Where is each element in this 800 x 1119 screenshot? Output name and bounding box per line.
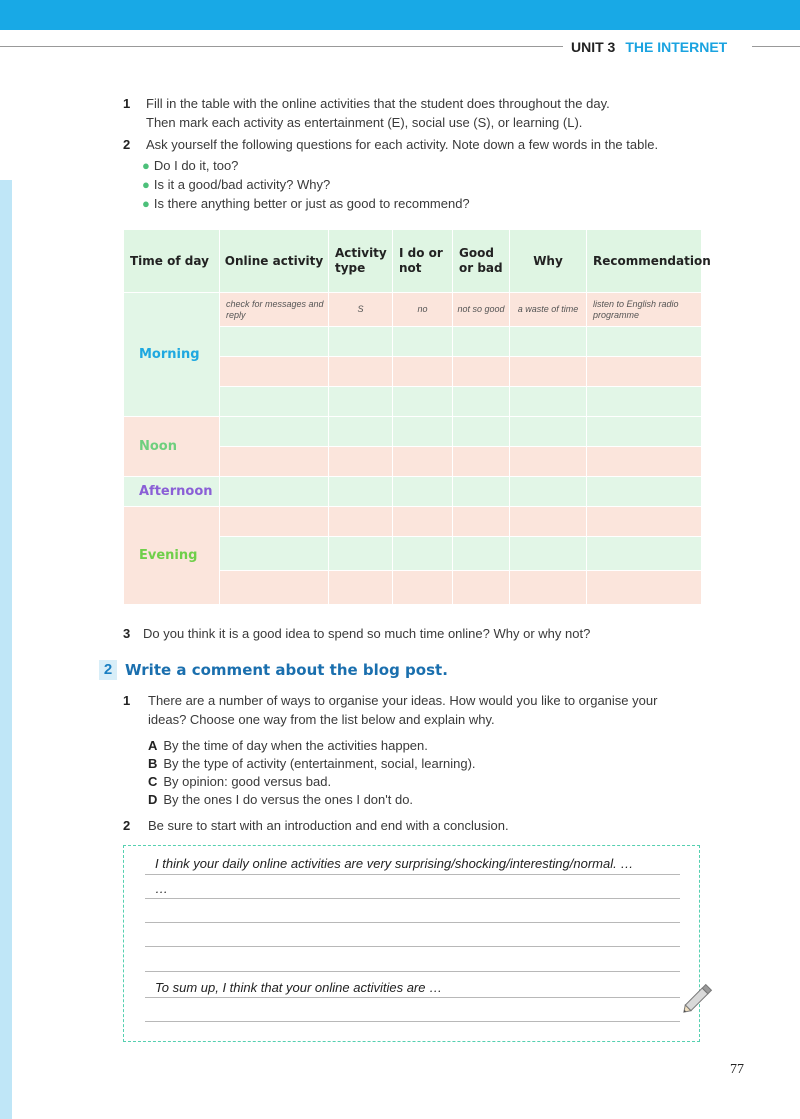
table-cell[interactable] <box>510 417 587 447</box>
table-cell[interactable] <box>220 571 329 605</box>
instruction-text: Ask yourself the following questions for each activity. Note down a few words in the table. <box>146 137 659 152</box>
table-cell[interactable] <box>329 387 393 417</box>
table-cell[interactable] <box>220 357 329 387</box>
writing-line[interactable] <box>145 997 680 998</box>
table-cell[interactable] <box>393 477 453 507</box>
instruction-text: Fill in the table with the online activities that the student does throughout the day. <box>146 96 610 111</box>
table-cell[interactable] <box>329 571 393 605</box>
time-noon: Noon <box>124 417 220 477</box>
table-cell[interactable] <box>329 537 393 571</box>
left-margin-band <box>0 180 12 1119</box>
table-cell[interactable] <box>587 417 702 447</box>
table-cell[interactable] <box>393 447 453 477</box>
table-cell[interactable] <box>587 507 702 537</box>
table-cell[interactable] <box>393 327 453 357</box>
table-cell[interactable] <box>220 417 329 447</box>
time-evening: Evening <box>124 507 220 605</box>
table-cell[interactable] <box>587 447 702 477</box>
question-number: 3 <box>123 626 131 641</box>
option-d: D By the ones I do versus the ones I don't do. <box>148 792 414 807</box>
example-cell: no <box>393 293 453 327</box>
table-cell[interactable] <box>393 357 453 387</box>
column-header: Why <box>510 230 587 293</box>
example-cell: S <box>329 293 393 327</box>
table-cell[interactable] <box>510 477 587 507</box>
table-cell[interactable] <box>220 447 329 477</box>
example-cell: listen to English radio programme <box>587 293 702 327</box>
table-cell[interactable] <box>587 537 702 571</box>
instruction-number: 2 <box>123 137 131 152</box>
table-cell[interactable] <box>453 387 510 417</box>
table-cell[interactable] <box>220 537 329 571</box>
column-header: Good or bad <box>453 230 510 293</box>
column-header: Recommendation <box>587 230 702 293</box>
item-text: There are a number of ways to organise your ideas. How would you like to organise your <box>148 693 658 708</box>
table-cell[interactable] <box>510 571 587 605</box>
writing-line[interactable] <box>145 946 680 947</box>
table-cell[interactable] <box>510 537 587 571</box>
table-cell[interactable] <box>587 357 702 387</box>
unit-label: UNIT 3 <box>571 39 616 55</box>
table-cell[interactable] <box>453 357 510 387</box>
table-cell[interactable] <box>453 477 510 507</box>
table-cell[interactable] <box>587 571 702 605</box>
header-rule-left <box>0 46 563 47</box>
table-cell[interactable] <box>510 447 587 477</box>
table-cell[interactable] <box>220 477 329 507</box>
time-afternoon: Afternoon <box>124 477 220 507</box>
table-cell[interactable] <box>510 387 587 417</box>
example-cell: a waste of time <box>510 293 587 327</box>
section-number: 2 <box>99 660 117 680</box>
table-cell[interactable] <box>587 327 702 357</box>
writing-line[interactable] <box>145 922 680 923</box>
table-cell[interactable] <box>393 387 453 417</box>
pencil-icon <box>678 978 718 1018</box>
item-number: 2 <box>123 818 131 833</box>
table-cell[interactable] <box>587 477 702 507</box>
example-cell: not so good <box>453 293 510 327</box>
instruction-text: Then mark each activity as entertainment (E), social use (S), or learning (L). <box>146 115 583 130</box>
table-cell[interactable] <box>329 417 393 447</box>
table-cell[interactable] <box>329 507 393 537</box>
item-text: ideas? Choose one way from the list below and explain why. <box>148 712 495 727</box>
option-b: B By the type of activity (entertainment, social, learning). <box>148 756 476 771</box>
instruction-number: 1 <box>123 96 131 111</box>
writing-ellipsis: … <box>155 881 168 896</box>
writing-line[interactable] <box>145 898 680 899</box>
activity-table <box>123 229 711 605</box>
table-cell[interactable] <box>329 477 393 507</box>
table-row[interactable] <box>124 507 702 537</box>
table-row <box>124 293 702 327</box>
writing-line[interactable] <box>145 971 680 972</box>
table-cell[interactable] <box>393 537 453 571</box>
bullet-item: ● Do I do it, too? <box>142 158 239 173</box>
column-header: Activity type <box>329 230 393 293</box>
table-cell[interactable] <box>453 507 510 537</box>
column-header: I do or not <box>393 230 453 293</box>
table-cell[interactable] <box>393 571 453 605</box>
table-cell[interactable] <box>453 447 510 477</box>
table-row[interactable] <box>124 417 702 447</box>
table-cell[interactable] <box>220 507 329 537</box>
table-cell[interactable] <box>453 417 510 447</box>
writing-line[interactable] <box>145 1021 680 1022</box>
table-cell[interactable] <box>329 447 393 477</box>
writing-closing: To sum up, I think that your online activities are … <box>155 980 443 995</box>
column-header: Online activity <box>220 230 329 293</box>
page-number: 77 <box>730 1062 744 1077</box>
item-text: Be sure to start with an introduction and end with a conclusion. <box>148 818 509 833</box>
table-cell[interactable] <box>587 387 702 417</box>
header-rule-right <box>752 46 800 47</box>
writing-line[interactable] <box>145 874 680 875</box>
table-row[interactable] <box>124 477 702 507</box>
item-number: 1 <box>123 693 131 708</box>
writing-opening: I think your daily online activities are very surprising/shocking/interesting/normal. … <box>155 856 634 871</box>
table-header-row <box>124 230 702 293</box>
top-color-band <box>0 0 800 30</box>
time-morning: Morning <box>124 293 220 417</box>
table-cell[interactable] <box>510 507 587 537</box>
bullet-item: ● Is it a good/bad activity? Why? <box>142 177 331 192</box>
option-a: A By the time of day when the activities happen. <box>148 738 428 753</box>
table-cell[interactable] <box>220 327 329 357</box>
unit-header <box>571 39 727 55</box>
table-cell[interactable] <box>329 327 393 357</box>
unit-topic: THE INTERNET <box>625 39 728 55</box>
table-cell[interactable] <box>510 357 587 387</box>
table-cell[interactable] <box>453 571 510 605</box>
bullet-item: ● Is there anything better or just as good to recommend? <box>142 196 470 211</box>
option-c: C By opinion: good versus bad. <box>148 774 332 789</box>
example-cell: check for messages and reply <box>220 293 329 327</box>
question-text: Do you think it is a good idea to spend so much time online? Why or why not? <box>143 626 591 641</box>
table-cell[interactable] <box>329 357 393 387</box>
table-cell[interactable] <box>510 327 587 357</box>
table-cell[interactable] <box>453 537 510 571</box>
table-cell[interactable] <box>393 417 453 447</box>
table-cell[interactable] <box>220 387 329 417</box>
section-title: Write a comment about the blog post. <box>125 661 448 679</box>
table-cell[interactable] <box>453 327 510 357</box>
table-cell[interactable] <box>393 507 453 537</box>
column-header: Time of day <box>124 230 220 293</box>
